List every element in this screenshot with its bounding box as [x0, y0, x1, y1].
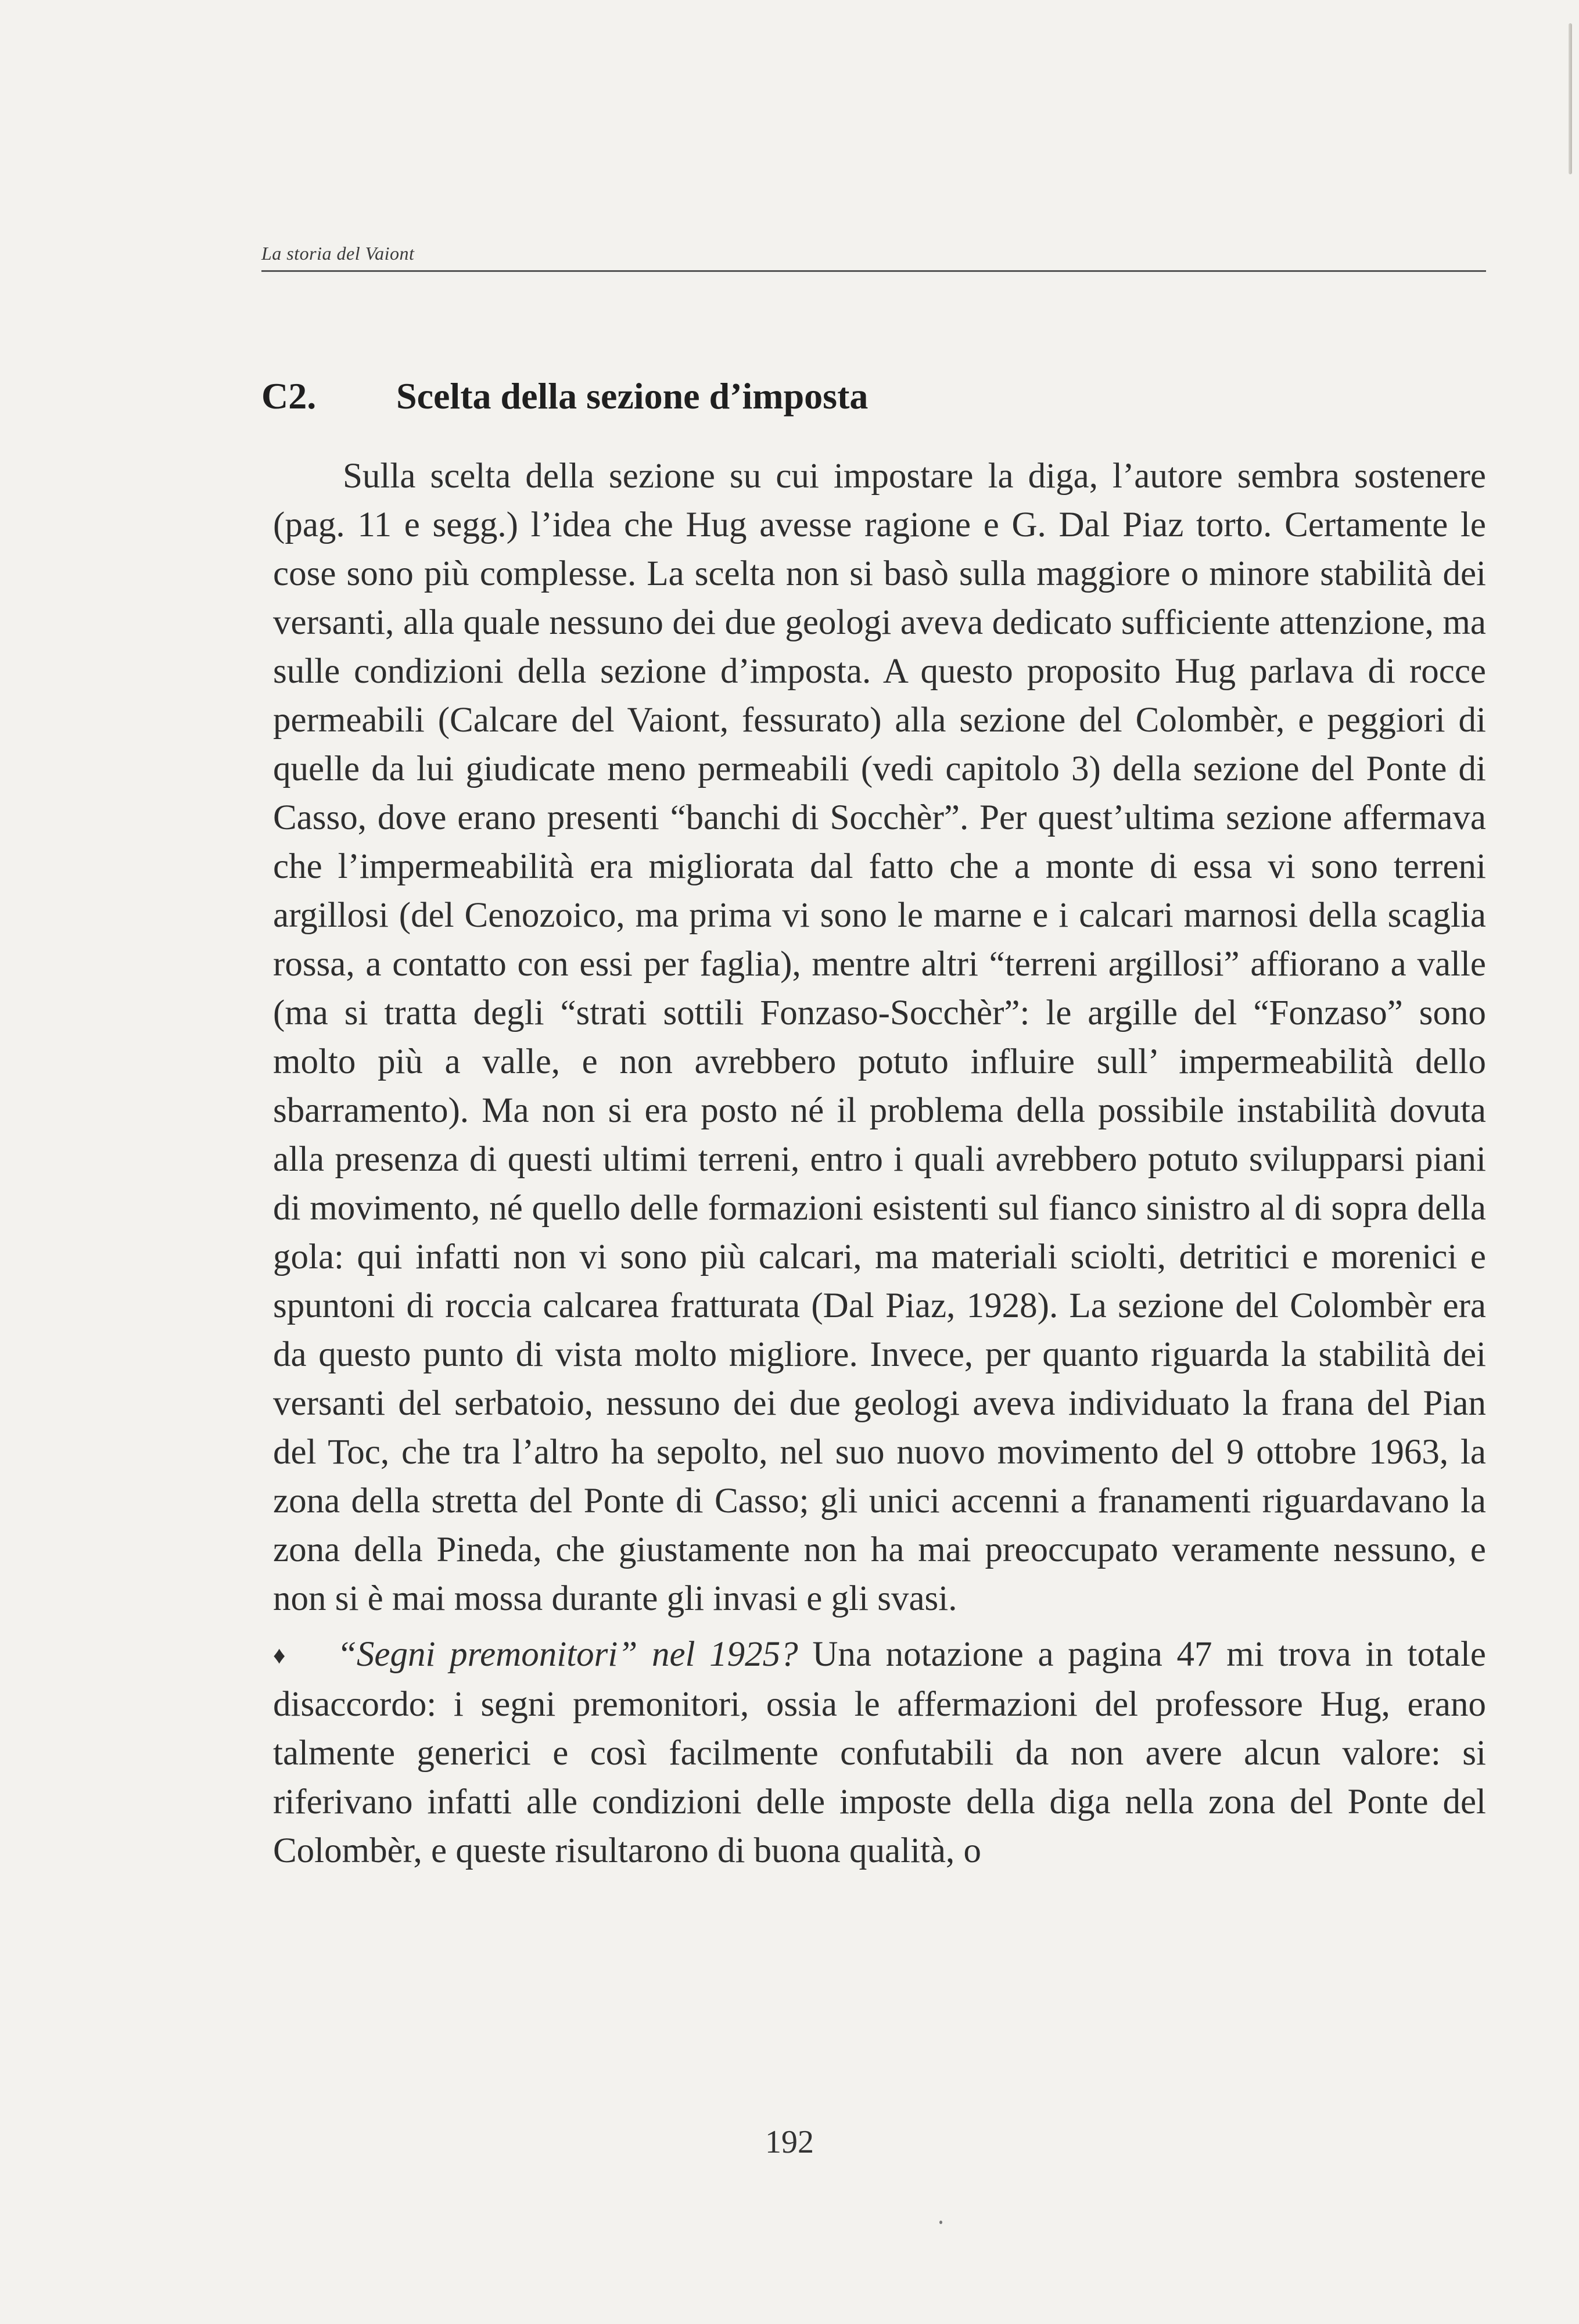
header-rule: [261, 270, 1486, 272]
section-heading: [261, 375, 1481, 418]
section-number: C2.: [261, 375, 317, 417]
page-number: 192: [765, 2124, 814, 2160]
body-text: [273, 452, 1486, 1875]
note-text: Una notazione a pagina 47 mi trova in totale disaccordo: i segni premonitori, ossia le affermazioni del professore Hug, erano talmente generici e così facilmente confutabili da non avere alcun valore: si riferivano infatti alle condizioni delle imposte della diga nella zona del Ponte del Colombèr, e queste risultarono di buona qualità, o: [273, 1635, 1486, 1870]
scan-speck: [939, 2221, 942, 2224]
page-edge-shadow: [1569, 23, 1572, 174]
paragraph: Sulla scelta della sezione su cui impostare la diga, l’autore sembra sostenere (pag. 11 e segg.) l’idea che Hug avesse ragione e G. Dal Piaz torto. Certamente le cose sono più complesse. La scelta non si basò sulla maggiore o minore stabilità dei versanti, alla quale nessuno dei due geologi aveva dedicato sufficiente attenzione, ma sulle condizioni della sezione d’imposta. A questo proposito Hug parlava di rocce permeabili (Calcare del Vaiont, fessurato) alla sezione del Colombèr, e peggiori di quelle da lui giudicate meno permeabili (vedi capitolo 3) della sezione del Ponte di Casso, dove erano presenti “banchi di Socchèr”. Per quest’ultima sezione affermava che l’impermeabilità era migliorata dal fatto che a monte di essa vi sono terreni argillosi (del Cenozoico, ma prima vi sono le marne e i calcari marnosi della scaglia rossa, a contatto con essi per faglia), mentre altri “terreni argillosi” affiorano a valle (ma si tratta degli “strati sottili Fonzaso-Socchèr”: le argille del “Fonzaso” sono molto più a valle, e non avrebbero potuto influire sull’ impermeabilità dello sbarramento). Ma non si era posto né il problema della possibile instabilità dovuta alla presenza di questi ultimi terreni, entro i quali avrebbero potuto svilupparsi piani di movimento, né quello delle formazioni esistenti sul fianco sinistro al di sopra della gola: qui infatti non vi sono più calcari, ma materiali sciolti, detritici e morenici e spuntoni di roccia calcarea fratturata (Dal Piaz, 1928). La sezione del Colombèr era da questo punto di vista molto migliore. Invece, per quanto riguarda la stabilità dei versanti del serbatoio, nessuno dei due geologi aveva individuato la frana del Pian del Toc, che tra l’altro ha sepolto, nel suo nuovo movimento del 9 ottobre 1963, la zona della stretta del Ponte di Casso; gli unici accenni a franamenti riguardavano la zona della Pineda, che giustamente non ha mai preoccupato veramente nessuno, e non si è mai mossa durante gli invasi e gli svasi.: [273, 457, 1486, 1618]
diamond-bullet-icon: ♦: [273, 1642, 286, 1669]
note-paragraph: [273, 1630, 1486, 1875]
note-title: “Segni premonitori” nel 1925?: [337, 1635, 798, 1674]
section-title: Scelta della sezione d’imposta: [396, 375, 869, 417]
running-header: La storia del Vaiont: [261, 243, 415, 264]
